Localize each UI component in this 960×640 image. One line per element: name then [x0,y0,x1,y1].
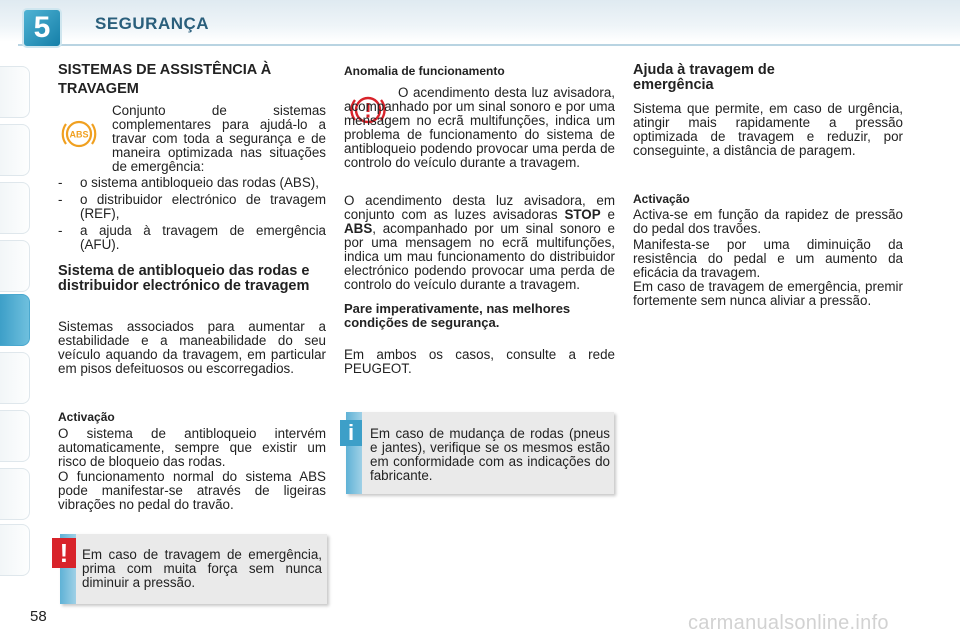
info-icon: i [340,420,362,446]
exclamation-warning-icon: ! [52,538,76,568]
emergency-activation-heading: Activação [633,192,690,206]
page-number: 58 [30,608,47,625]
intro-text: Conjunto de sistemas complementares para ajudá-lo a travar com toda a segurança e de maneira optimizada nas situações de emergência: [112,103,326,174]
emergency-text-1: Sistema que permite, em caso de urgência, atingir mais rapidamente a pressão optimizada de travagem e reduzir, por conseguinte, a distância de paragem. [633,101,903,158]
info-note-text: Em caso de mudança de rodas (pneus e jantes), verifique se os mesmos estão em conformidade com as indicações do fabricante. [370,426,610,483]
emergency-text-4: Em caso de travagem de emergência, premir fortemente sem nunca aliviar a pressão. [633,279,903,308]
emergency-text-3: Manifesta-se por uma diminuição da resistência do pedal e um aumento da eficácia da travagem. [633,237,903,280]
side-tab-3[interactable] [0,182,30,234]
abs-warning-icon [60,115,98,153]
svg-text:ABS: ABS [69,129,89,140]
side-tab-2[interactable] [0,124,30,176]
list-item: - o distribuidor electrónico de travagem (REF), [58,192,326,221]
anomaly-heading: Anomalia de funcionamento [344,64,505,78]
consult-text: Em ambos os casos, consulte a rede PEUGEOT. [344,347,615,376]
side-tab-7[interactable] [0,410,30,462]
chapter-number-badge: 5 [22,8,62,48]
systems-list [58,176,326,255]
anomaly-text-2: O acendimento desta luz avisadora, em conjunto com as luzes avisadoras STOP e ABS, acompanhado por um sinal sonoro e por uma mensagem no ecrã multifunções, indica um mau funcionamento do distribuidor electrónico podendo provocar uma perda de controlo do veículo durante a travagem. [344,193,615,292]
stop-label: STOP [564,207,601,222]
side-tab-1[interactable] [0,66,30,118]
abs-label: ABS [344,221,373,236]
list-item: - a ajuda à travagem de emergência (AFU). [58,223,326,252]
activation-text-2: O funcionamento normal do sistema ABS pode manifestar-se através de ligeiras vibrações no pedal do travão. [58,469,326,512]
side-tab-6[interactable] [0,352,30,404]
emergency-text-2: Activa-se em função da rapidez de pressão do pedal dos travões. [633,207,903,236]
activation-heading: Activação [58,410,115,424]
warning-note-text: Em caso de travagem de emergência, prima com muita força sem nunca diminuir a pressão. [82,547,322,590]
section-title: Sistema de antibloqueio das rodas e distribuidor electrónico de travagem [58,263,310,294]
header-divider [18,44,960,46]
side-tab-4[interactable] [0,240,30,292]
section-text: Sistemas associados para aumentar a estabilidade e a maneabilidade do seu veículo aquando da travagem, em particular em pisos defeituosos ou escorregadios. [58,319,326,376]
emergency-title: Ajuda à travagem de emergência [633,62,775,93]
chapter-title: SEGURANÇA [95,14,210,33]
watermark: carmanualsonline.info [688,612,889,634]
side-tab-9[interactable] [0,524,30,576]
activation-text-1: O sistema de antibloqueio intervém automaticamente, sempre que existir um risco de bloqueio das rodas. [58,426,326,469]
main-title: SISTEMAS DE ASSISTÊNCIA À TRAVAGEM [58,62,272,97]
side-tab-8[interactable] [0,468,30,520]
list-item: - o sistema antibloqueio das rodas (ABS), [58,175,319,190]
anomaly-text-1: O acendimento desta luz avisadora, acompanhado por um sinal sonoro e por uma mensagem no ecrã multifunções, indica um problema de funcionamento do sistema de antibloqueio podendo provocar uma perda de controlo do veículo durante a travagem. [344,85,615,170]
side-tab-5-active[interactable] [0,294,30,346]
stop-warning-text: Pare imperativamente, nas melhores condições de segurança. [344,301,571,330]
